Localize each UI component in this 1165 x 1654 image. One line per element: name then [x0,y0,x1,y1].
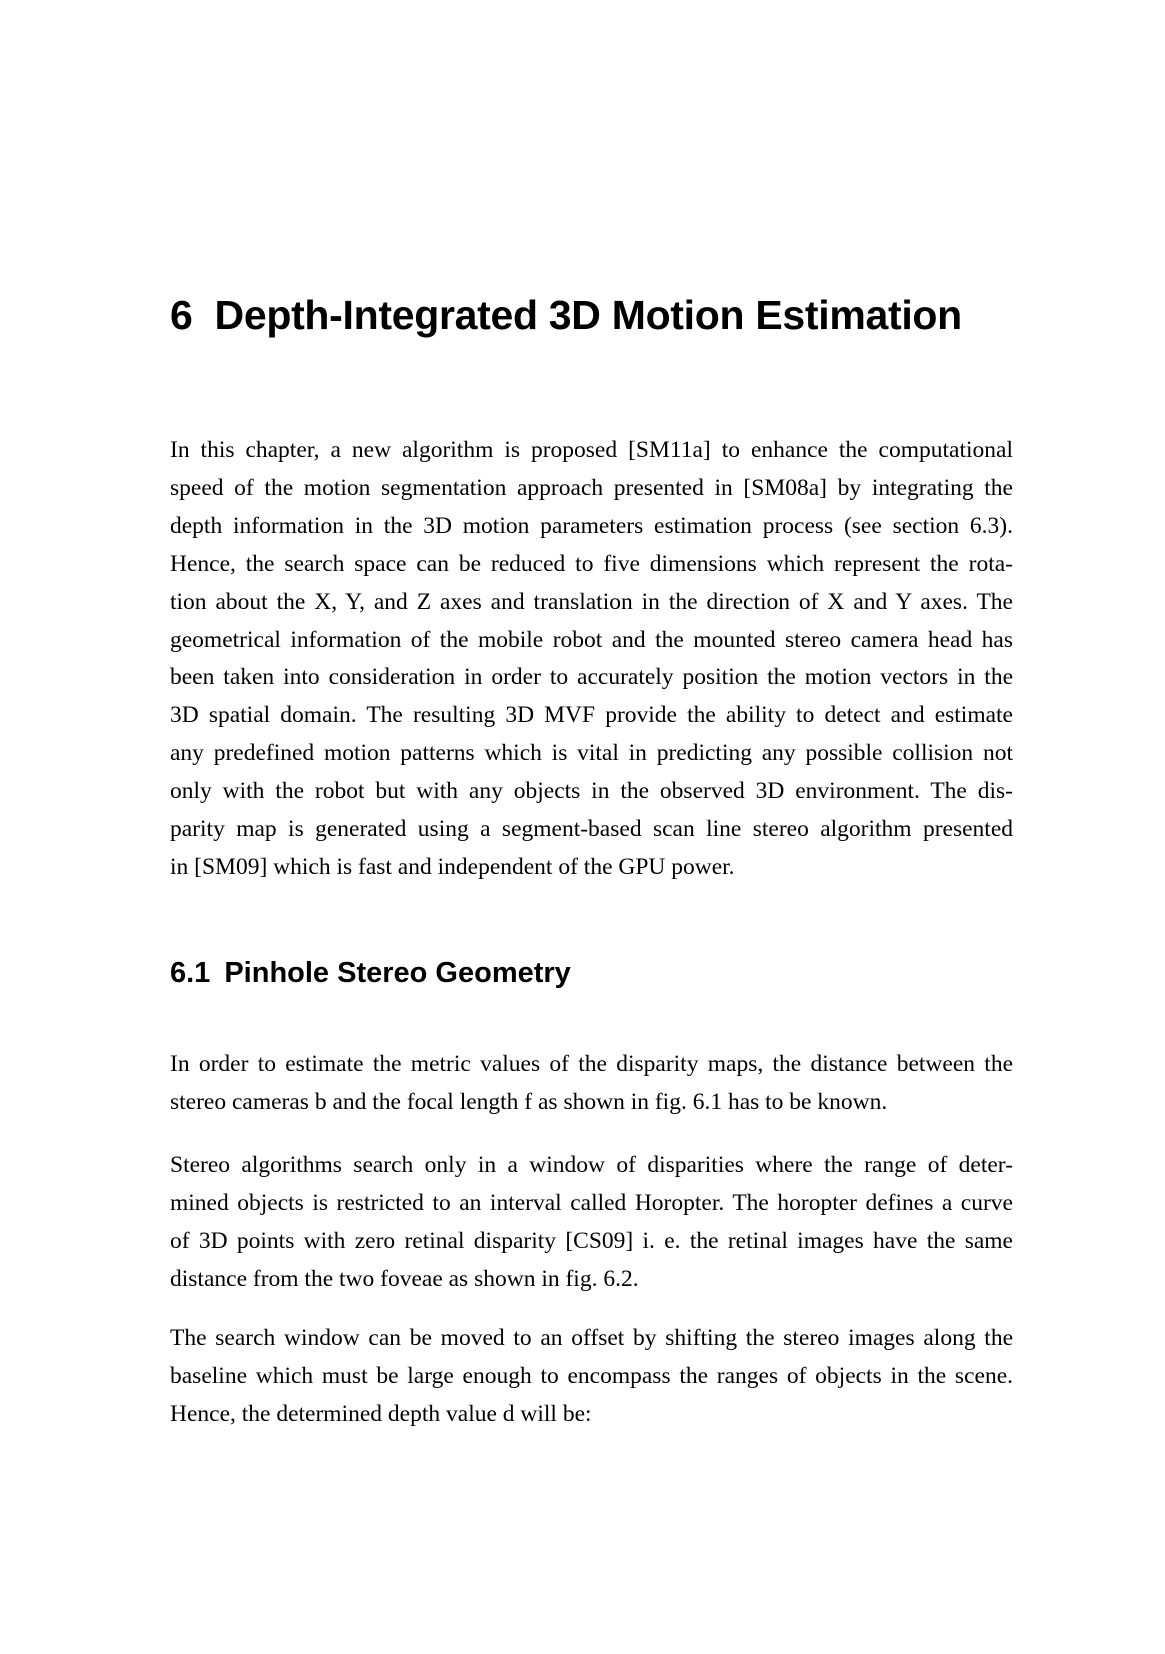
pinhole-paragraph [170,1046,1013,1122]
paragraph-line: depth information in the 3D motion parameters estimation process (see section 6.3). [170,512,1013,539]
section-title-text: Pinhole Stereo Geometry [224,957,571,989]
section-number: 6.1 [170,957,211,989]
paragraph-line: of 3D points with zero retinal disparity [CS09] i. e. the retinal images have the same [170,1227,1013,1254]
chapter-title [170,290,1030,340]
paragraph-line: Hence, the determined depth value d will be: [170,1400,592,1427]
paragraph-line: tion about the X, Y, and Z axes and translation in the direction of X and Y axes. The [170,588,1013,615]
paragraph-line: Hence, the search space can be reduced to five dimensions which represent the rota- [170,550,1013,577]
paragraph-line: 3D spatial domain. The resulting 3D MVF provide the ability to detect and estimate [170,702,1013,729]
stereo-paragraph [170,1147,1013,1299]
paragraph-line: stereo cameras b and the focal length f as shown in fig. 6.1 has to be known. [170,1088,888,1115]
paragraph-line: in [SM09] which is fast and independent of the GPU power. [170,853,735,880]
chapter-title-text: Depth-Integrated 3D Motion Estimation [214,292,962,338]
paragraph-line: In this chapter, a new algorithm is proposed [SM11a] to enhance the computational [170,437,1013,463]
paragraph-line: Stereo algorithms search only in a window of disparities where the range of deter- [170,1152,1013,1178]
paragraph-line: speed of the motion segmentation approach presented in [SM08a] by integrating the [170,474,1013,501]
intro-paragraph [170,432,1013,887]
paragraph-line: been taken into consideration in order to accurately position the motion vectors in the [170,664,1013,691]
paragraph-line: In order to estimate the metric values of the disparity maps, the distance between the [170,1051,1013,1077]
paragraph-line: mined objects is restricted to an interval called Horopter. The horopter defines a curve [170,1189,1013,1216]
paragraph-line: The search window can be moved to an offset by shifting the stereo images along the [170,1325,1013,1351]
paragraph-line: baseline which must be large enough to encompass the ranges of objects in the scene. [170,1362,1013,1389]
paragraph-line: distance from the two foveae as shown in fig. 6.2. [170,1265,639,1292]
paragraph-line: only with the robot but with any objects in the observed 3D environment. The dis- [170,778,1013,805]
chapter-number: 6 [170,292,193,338]
section-title [170,955,1030,991]
window-paragraph [170,1320,1013,1434]
paragraph-line: any predefined motion patterns which is vital in predicting any possible collision not [170,740,1013,767]
paragraph-line: parity map is generated using a segment-based scan line stereo algorithm presented [170,816,1013,843]
paragraph-line: geometrical information of the mobile robot and the mounted stereo camera head has [170,626,1013,653]
